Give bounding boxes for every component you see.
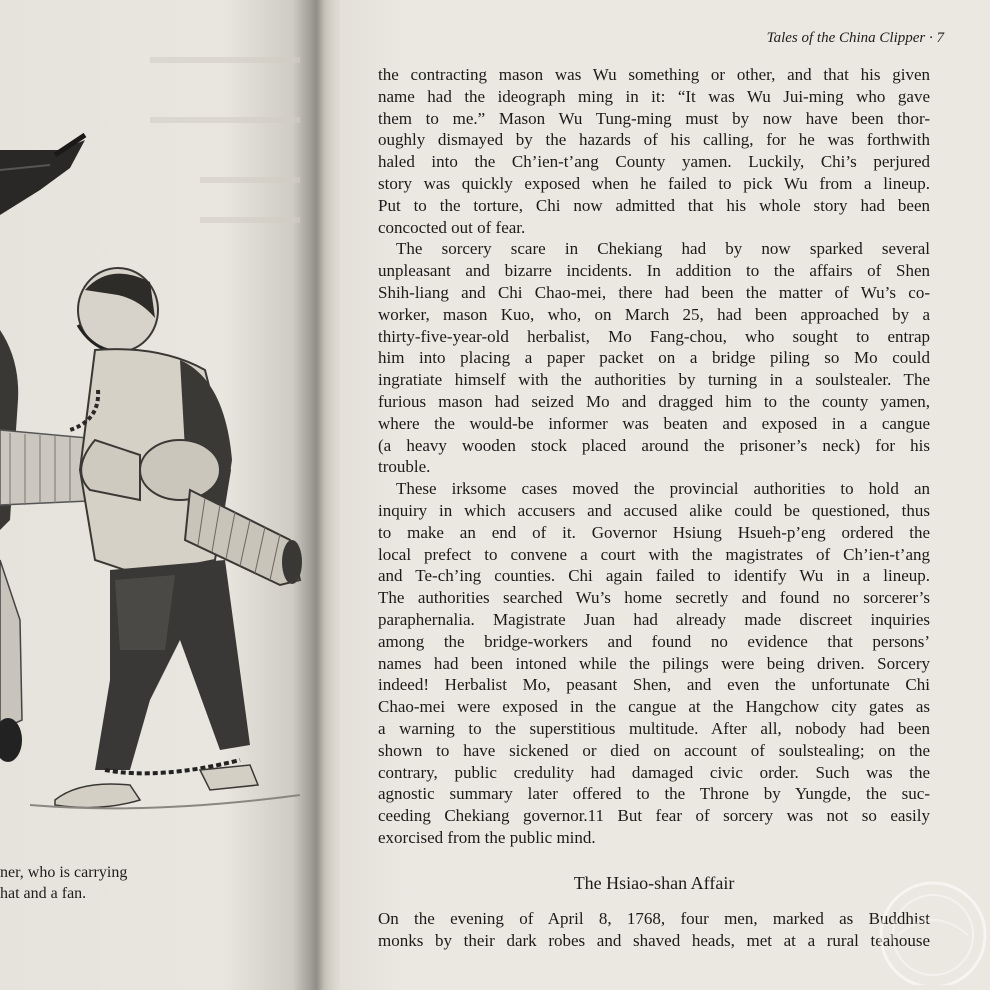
text-line: monks by their dark robes and shaved heads, met at a rural teahouse xyxy=(378,930,930,950)
text-line: name had the ideograph ming in it: “It was Wu Jui-ming who gave xyxy=(378,86,930,106)
text-line: story was quickly exposed when he failed to pick Wu from a lineup. xyxy=(378,173,930,193)
text-line: indeed! Herbalist Mo, peasant Shen, and even the unfortunate Chi xyxy=(378,675,930,695)
text-line: inquiry in which accusers and accused alike could be questioned, thus xyxy=(378,500,930,520)
caption-line: ner, who is carrying xyxy=(0,864,128,881)
text-line: thirty-five-year-old herbalist, Mo Fang-chou, who sought to entrap xyxy=(378,326,930,346)
text-line: Chao-mei were exposed in the cangue at the Hangchow city gates as xyxy=(378,697,930,717)
text-line: ceeding Chekiang governor.11 But fear of sorcery was not so easily xyxy=(378,806,930,826)
right-page xyxy=(340,0,990,990)
text-line: to make an end of it. Governor Hsiung Hsueh-p’eng ordered the xyxy=(378,522,930,542)
watermark-stamp xyxy=(858,865,988,985)
text-line: names had been intoned while the pilings were being driven. Sorcery xyxy=(378,653,930,673)
text-line: worker, mason Kuo, who, on March 25, had been approached by a xyxy=(378,304,930,324)
text-line: contrary, public credulity had damaged civic order. Such was the xyxy=(378,762,930,782)
text-line: and Te-ch’ing counties. Chi again failed to identify Wu in a lineup. xyxy=(378,566,930,586)
caption-line: hat and a fan. xyxy=(0,885,87,902)
text-line: concocted out of fear. xyxy=(378,217,526,237)
text-line: unpleasant and bizarre incidents. In addition to the affairs of Shen xyxy=(378,261,930,281)
text-line: a warning to the superstitious multitude. After all, nobody had been xyxy=(378,718,930,738)
text-line: among the bridge-workers and found no evidence that persons’ xyxy=(378,631,930,651)
text-line: the contracting mason was Wu something or other, and that his given xyxy=(378,65,930,84)
text-line: On the evening of April 8, 1768, four men, marked as Buddhist xyxy=(378,909,930,928)
text-line: haled into the Ch’ien-t’ang County yamen. Luckily, Chi’s perjured xyxy=(378,152,930,172)
text-line: These irksome cases moved the provincial authorities to hold an xyxy=(396,479,930,499)
text-line: them to me.” Mason Wu Tung-ming must by now have been thor- xyxy=(378,108,930,128)
section-heading: The Hsiao-shan Affair xyxy=(573,873,735,893)
text-line: (a heavy wooden stock placed around the prisoner’s neck) for his xyxy=(378,435,930,455)
text-line: furious mason had seized Mo and dragged him to the county yamen, xyxy=(378,391,930,411)
text-line: ingratiate himself with the authorities by turning in a soulstealer. The xyxy=(378,370,930,390)
text-line: Shih-liang and Chi Chao-mei, there had been the matter of Wu’s co- xyxy=(378,282,930,302)
text-line: agnostic summary later offered to the Throne by Yungde, the suc- xyxy=(378,784,930,804)
text-line: where the would-be informer was beaten and exposed in a cangue xyxy=(378,413,930,433)
engraving-illustration xyxy=(0,0,318,850)
text-line: paraphernalia. Magistrate Juan had already made discreet inquiries xyxy=(378,609,930,629)
left-page xyxy=(0,0,318,990)
text-line: local prefect to convene a court with the magistrates of Ch’ien-t’ang xyxy=(378,544,930,564)
text-line: exorcised from the public mind. xyxy=(378,827,596,847)
umbrella-illustration xyxy=(0,135,85,215)
section-text xyxy=(378,908,930,952)
running-header: Tales of the China Clipper · 7 xyxy=(766,30,944,46)
text-line: oughly dismayed by the hazards of his calling, for he was forthwith xyxy=(378,130,930,150)
text-line: trouble. xyxy=(378,457,431,477)
figure-carrying-drums xyxy=(55,268,302,808)
body-text xyxy=(378,64,930,849)
figure-caption xyxy=(0,862,300,904)
text-line: The sorcery scare in Chekiang had by now sparked several xyxy=(396,239,930,259)
text-line: shown to have sickened or died on account of soulstealing; on the xyxy=(378,740,930,760)
text-line: Put to the torture, Chi now admitted that his whole story had been xyxy=(378,195,930,215)
text-line: him into placing a paper packet on a bridge piling so Mo could xyxy=(378,348,930,368)
text-line: The authorities searched Wu’s home secretly and found no sorcerer’s xyxy=(378,588,930,608)
